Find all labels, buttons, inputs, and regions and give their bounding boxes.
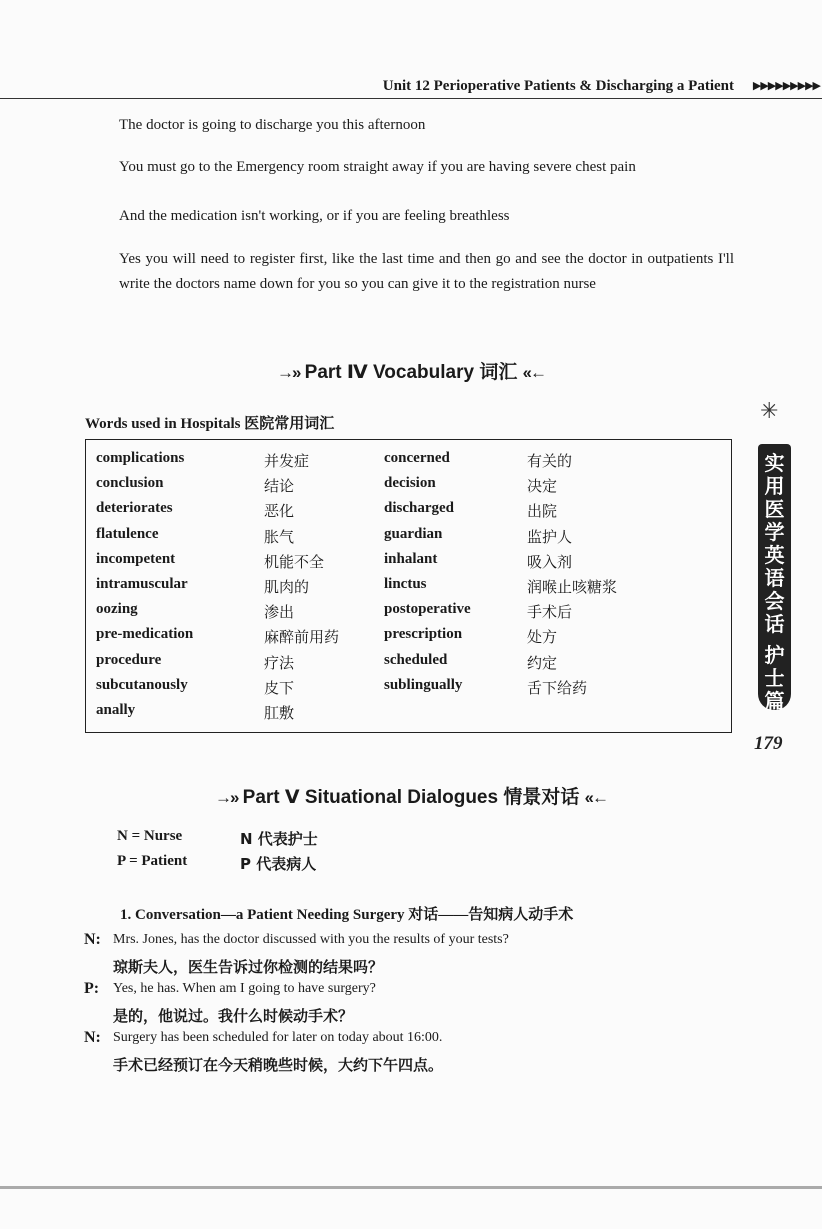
vocab-translation: 手术后: [527, 603, 573, 622]
page-number: 179: [754, 733, 783, 754]
sparkle-icon: ✳: [760, 398, 779, 423]
vocab-translation: 有关的: [527, 452, 573, 470]
paragraph-3: And the medication isn't working, or if you are feeling breathless: [119, 208, 510, 224]
vocab-term: flatulence: [96, 525, 159, 542]
vocab-term: deteriorates: [96, 500, 173, 517]
part-4-label: Part Ⅳ Vocabulary 词汇: [304, 362, 518, 383]
arrows-decoration: ▶▶▶▶▶▶▶▶▶: [752, 80, 820, 92]
conversation-title: 1. Conversation—a Patient Needing Surgery 对话——告知病人动手术: [120, 907, 574, 923]
dialogue-zh: 琼斯夫人，医生告诉过你检测的结果吗？: [113, 958, 384, 976]
vocab-term: subcutanously: [96, 676, 188, 693]
dialogue-en: Yes, he has. When am I going to have surgery?: [113, 981, 376, 996]
vocab-translation: 肌肉的: [264, 578, 310, 596]
dialogue-zh: 手术已经预订在今天稍晚些时候，大约下午四点。: [113, 1056, 444, 1074]
part-4-title: [0, 357, 822, 384]
vocab-translation: 出院: [527, 502, 558, 521]
vocab-row: [86, 500, 731, 525]
paragraph-2: You must go to the Emergency room straight away if you are having severe chest pain: [119, 159, 636, 175]
vocab-term: guardian: [384, 525, 443, 542]
paragraph-1: The doctor is going to discharge you this afternoon: [119, 117, 426, 133]
vocab-term: oozing: [96, 601, 138, 618]
legend-patient: [117, 853, 317, 873]
side-tab-title: 实 用 医 学 英 语 会 话: [764, 451, 785, 636]
vocab-translation: 恶化: [264, 502, 295, 521]
vocab-term: procedure: [96, 651, 162, 668]
speaker-label: P:: [84, 980, 100, 997]
vocab-term: pre-medication: [96, 626, 194, 643]
vocab-translation: 决定: [527, 477, 558, 496]
vocab-translation: 结论: [264, 477, 295, 496]
legend-zh: N 代表护士: [240, 830, 318, 848]
speaker-label: N:: [84, 931, 101, 948]
vocab-term: postoperative: [384, 601, 471, 618]
vocab-term: inhalant: [384, 550, 438, 567]
vocab-translation: 渗出: [264, 603, 295, 622]
dialogue-en: Surgery has been scheduled for later on today about 16:00.: [113, 1030, 443, 1045]
vocab-row: [86, 475, 731, 500]
vocab-term: discharged: [384, 500, 455, 517]
vocab-translation: 监护人: [527, 527, 573, 546]
vocab-term: conclusion: [96, 475, 164, 492]
vocab-translation: 机能不全: [264, 552, 325, 571]
running-header: [0, 70, 822, 99]
vocab-translation: 润喉止咳糖浆: [527, 578, 618, 596]
arrow-right-icon: →››: [215, 788, 238, 807]
vocab-row: [86, 702, 731, 727]
legend-en: P = Patient: [117, 853, 188, 869]
vocab-term: incompetent: [96, 550, 176, 567]
side-tab-subtitle: 护 士 篇: [764, 643, 785, 713]
vocab-term: anally: [96, 702, 136, 718]
vocab-row: [86, 450, 731, 475]
vocab-translation: 约定: [527, 653, 558, 672]
legend-zh: P 代表病人: [240, 855, 317, 873]
vocab-translation: 吸入剂: [527, 552, 573, 571]
vocab-term: intramuscular: [96, 576, 188, 592]
dialogue-en: Mrs. Jones, has the doctor discussed with you the results of your tests?: [113, 932, 509, 947]
arrow-right-icon: →››: [277, 363, 300, 382]
vocab-row: [86, 677, 731, 702]
part-5-label: Part Ⅴ Situational Dialogues 情景对话: [242, 787, 580, 808]
legend-nurse: [117, 828, 318, 848]
vocab-term: prescription: [384, 626, 463, 643]
vocab-translation: 并发症: [264, 452, 310, 470]
vocab-row: [86, 576, 731, 601]
vocab-translation: 皮下: [264, 678, 295, 697]
vocab-row: [86, 626, 731, 651]
vocab-translation: 胀气: [264, 527, 295, 546]
vocab-translation: 疗法: [264, 653, 295, 672]
arrow-left-icon: ‹‹←: [584, 788, 607, 807]
vocab-term: scheduled: [384, 651, 448, 668]
part-5-title: [0, 782, 822, 809]
vocab-translation: 肛敷: [264, 704, 295, 722]
vocab-term: sublingually: [384, 676, 463, 693]
words-heading: Words used in Hospitals 医院常用词汇: [85, 416, 335, 432]
vocab-row: [86, 526, 731, 551]
side-tab: [758, 444, 791, 713]
vocab-translation: 处方: [527, 628, 558, 647]
vocab-term: complications: [96, 450, 185, 466]
speaker-label: N:: [84, 1029, 101, 1046]
vocab-translation: 舌下给药: [527, 678, 588, 697]
vocab-row: [86, 601, 731, 626]
vocab-row: [86, 551, 731, 576]
legend-en: N = Nurse: [117, 828, 183, 844]
unit-title: Unit 12 Perioperative Patients & Discharging a Patient: [382, 78, 734, 94]
vocab-term: linctus: [384, 576, 427, 592]
vocab-row: [86, 652, 731, 677]
paragraph-4: Yes you will need to register first, like the last time and then go and see the doctor in outpatients I'll write the doctors name down for you so you can give it to the registration nurse: [119, 251, 734, 292]
dialogue-zh: 是的，他说过。我什么时候动手术？: [113, 1007, 354, 1025]
footer-divider: [0, 1186, 822, 1189]
vocab-translation: 麻醉前用药: [264, 628, 340, 647]
vocab-term: decision: [384, 475, 436, 492]
vocab-term: concerned: [384, 450, 450, 466]
vocabulary-table: [85, 439, 732, 733]
arrow-left-icon: ‹‹←: [522, 363, 545, 382]
